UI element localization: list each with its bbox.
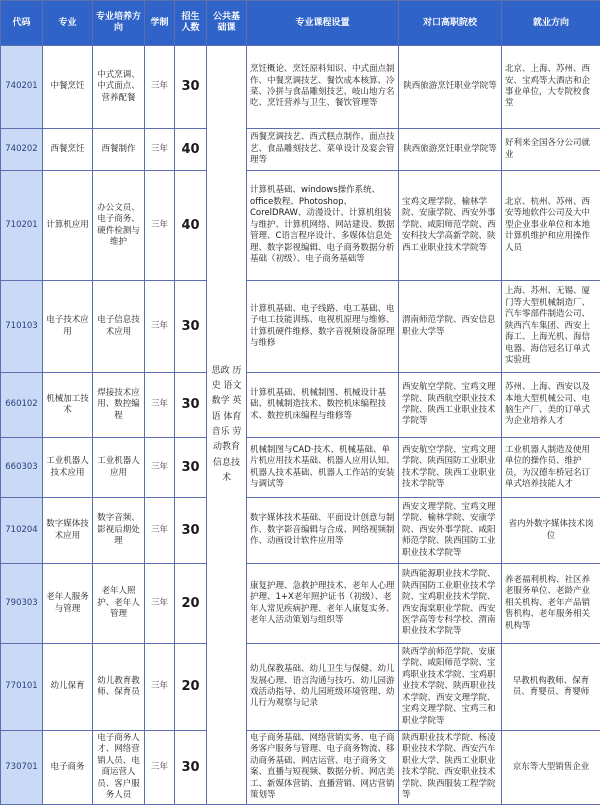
- major-direction: 电子信息技术应用: [93, 281, 145, 373]
- header-code: 代码: [1, 1, 43, 46]
- major-enroll: 30: [175, 373, 207, 438]
- table-row: [1, 46, 600, 129]
- table-header-row: [1, 1, 600, 46]
- header-public-courses: 公共基础课: [207, 1, 247, 46]
- major-direction: 办公文员、电子商务、硬件检测与维护: [93, 171, 145, 281]
- table-row: [1, 373, 600, 438]
- major-jobs: 省内外数字媒体技术岗位: [502, 498, 600, 564]
- major-courses: 计算机基础、windows操作系统、office数程、Photoshop、CorelDRAW、动漫设计、计算机组装与维护、计算机网络、网站建设、数据管理、C语言程序设计、多媒体信息处理、数字影视编辑、电子商务数据分析基础（初级）、电子商务基础等: [247, 171, 399, 281]
- major-enroll: 40: [175, 171, 207, 281]
- table-row: [1, 644, 600, 731]
- major-name: 中餐烹饪: [43, 46, 93, 129]
- major-duration: 三年: [145, 644, 175, 731]
- table-row: [1, 731, 600, 805]
- major-code: 660303: [1, 438, 43, 498]
- major-jobs: 北京、上海、苏州、西安、宝鸡等大酒店和企事业单位，大专院校食堂: [502, 46, 600, 129]
- major-name: 幼儿保育: [43, 644, 93, 731]
- major-direction: 工业机器人应用: [93, 438, 145, 498]
- major-college: 陕西能源职业技术学院、陕西国防工业职业技术学院、宝鸡职业技术学院、西安海棠职业学院、西安医学高等专科学校、渭南职业技术学院等: [399, 564, 502, 644]
- major-code: 710103: [1, 281, 43, 373]
- major-name: 老年人服务与管理: [43, 564, 93, 644]
- header-major: 专业: [43, 1, 93, 46]
- major-direction: 西餐制作: [93, 129, 145, 171]
- major-college: 陕西学前师范学院、安康学院、咸阳师范学院、宝鸡职业技术学院、宝鸡职业技术学院、陕西职业技术学院、西安文理学院、宝鸡文理学院、宝鸡三和职业学院等: [399, 644, 502, 731]
- major-enroll: 30: [175, 46, 207, 129]
- major-jobs: 工业机器人制造及使用单位的操作员、维护员，为汉德车桥冠名订单式培养技能人才: [502, 438, 600, 498]
- table-row: [1, 564, 600, 644]
- header-direction: 专业培养方向: [93, 1, 145, 46]
- major-courses: 机械制图与CAD·技术、机械基础、单片机应用技术基础、机器人应用认知、机器人技术基础、机器人工作站的安装与调试等: [247, 438, 399, 498]
- header-courses: 专业课程设置: [247, 1, 399, 46]
- major-duration: 三年: [145, 438, 175, 498]
- major-direction: 电子商务人才、网络营销人员、电商运营人员、客户服务人员: [93, 731, 145, 805]
- major-enroll: 20: [175, 644, 207, 731]
- major-college: 陕西职业技术学院、杨凌职业技术学院、西安汽车职业大学、陕西工业职业技术学院、西安职业技术学院、陕西服装工程学院等: [399, 731, 502, 805]
- major-duration: 三年: [145, 373, 175, 438]
- major-college: 渭南师范学院、西安信息职业大学等: [399, 281, 502, 373]
- major-courses: 烹饪概论、烹饪原料知识、中式面点制作、中餐烹调技艺、餐饮成本核算、冷菜、冷拼与食品雕刻技艺、岐山地方名吃、烹饪营养与卫生、餐饮管理等: [247, 46, 399, 129]
- header-jobs: 就业方向: [502, 1, 600, 46]
- major-courses: 电子商务基础、网络营销实务、电子商务客户服务与管理、电子商务物流、移动商务基础、网店运营、电子商务文案、直播与短视频、数据分析、网店美工、新媒体营销、直播营销、网店营销策划等: [247, 731, 399, 805]
- table-row: [1, 129, 600, 171]
- major-enroll: 30: [175, 731, 207, 805]
- major-jobs: 京东等大型销售企业: [502, 731, 600, 805]
- header-duration: 学制: [145, 1, 175, 46]
- major-direction: 焊接技术应用、数控编程: [93, 373, 145, 438]
- major-enroll: 20: [175, 564, 207, 644]
- major-college: 西安航空学院、宝鸡文理学院、陕西航空职业技术学院、陕西工业职业技术学院等: [399, 373, 502, 438]
- major-code: 740202: [1, 129, 43, 171]
- table-row: [1, 281, 600, 373]
- table-row: [1, 171, 600, 281]
- major-jobs: 苏州、上海、西安以及本地大型机械公司、电脑生产厂、美的订单式为企业培养人才: [502, 373, 600, 438]
- major-courses: 计算机基础、机械制图、机械设计基础、机械制造技术、数控机床编程技术、数控机床编程与维修等: [247, 373, 399, 438]
- major-direction: 中式烹调、中式面点、营养配餐: [93, 46, 145, 129]
- major-duration: 三年: [145, 498, 175, 564]
- major-duration: 三年: [145, 129, 175, 171]
- major-name: 机械加工技术: [43, 373, 93, 438]
- major-jobs: 北京、杭州、苏州、西安等地软件公司及大中型企业事业单位和本地计算机维护和应用操作人员: [502, 171, 600, 281]
- major-direction: 老年人照护、老年人管理: [93, 564, 145, 644]
- major-name: 电子技术应用: [43, 281, 93, 373]
- major-enroll: 40: [175, 129, 207, 171]
- major-duration: 三年: [145, 564, 175, 644]
- major-courses: 数字媒体技术基础、平面设计创意与制作、数字影音编辑与合成、网络视频制作、动画设计软件应用等: [247, 498, 399, 564]
- major-code: 710201: [1, 171, 43, 281]
- major-enroll: 30: [175, 281, 207, 373]
- major-name: 工业机器人技术应用: [43, 438, 93, 498]
- major-code: 740201: [1, 46, 43, 129]
- major-enroll: 30: [175, 498, 207, 564]
- major-duration: 三年: [145, 46, 175, 129]
- public-courses-cell: 思政 历史 语文 数学 英语 体育 音乐 劳动教育 信息技术: [207, 46, 247, 805]
- major-college: 宝鸡文理学院、榆林学院、安康学院、西安外事学院、咸阳师范学院、西安科技大学高新学院、陕西工业职业技术学院等: [399, 171, 502, 281]
- major-code: 660102: [1, 373, 43, 438]
- header-college: 对口高职院校: [399, 1, 502, 46]
- major-college: 西安航空学院、宝鸡文理学院、陕西国防工业职业技术学院、陕西工业职业技术学院等: [399, 438, 502, 498]
- major-code: 730701: [1, 731, 43, 805]
- major-jobs: 养老福利机构、社区养老服务单位、老龄产业相关机构、老年产品销售机构、老年服务相关机构等: [502, 564, 600, 644]
- table-row: [1, 498, 600, 564]
- major-courses: 康复护理、急救护理技术、老年人心理护理、1+X老年照护证书（初级）、老年人常见疾病护理、老年人康复实务、老年人活动策划与组织等: [247, 564, 399, 644]
- major-courses: 幼儿保教基础、幼儿卫生与保健、幼儿发展心理、语言沟通与技巧、幼儿园游戏活动指导、幼儿园班级环境管理、幼儿行为观察与记录: [247, 644, 399, 731]
- major-code: 790303: [1, 564, 43, 644]
- major-courses: 西餐烹调技艺、西式糕点制作、面点技艺、食品雕刻技艺、菜单设计及宴会管理等: [247, 129, 399, 171]
- major-jobs: 早教机构教师、保育员、育婴员、育婴师: [502, 644, 600, 731]
- major-college: 陕西旅游烹饪职业学院等: [399, 129, 502, 171]
- major-duration: 三年: [145, 731, 175, 805]
- major-enroll: 30: [175, 438, 207, 498]
- major-jobs: 好利来全国各分公司就业: [502, 129, 600, 171]
- major-name: 西餐烹饪: [43, 129, 93, 171]
- header-enroll: 招生人数: [175, 1, 207, 46]
- major-college: 陕西旅游烹饪职业学院等: [399, 46, 502, 129]
- major-direction: 数字音频、影视后期处理: [93, 498, 145, 564]
- major-code: 770101: [1, 644, 43, 731]
- major-name: 数字媒体技术应用: [43, 498, 93, 564]
- major-direction: 幼儿教育教师、保育员: [93, 644, 145, 731]
- table-row: [1, 438, 600, 498]
- major-name: 电子商务: [43, 731, 93, 805]
- major-name: 计算机应用: [43, 171, 93, 281]
- major-code: 710204: [1, 498, 43, 564]
- major-duration: 三年: [145, 171, 175, 281]
- major-courses: 计算机基础、电子线路、电工基础、电子电工技能训练、电视机原理与维修、计算机硬件维修、数字音视频设备原理与维修: [247, 281, 399, 373]
- major-college: 西安文理学院、宝鸡文理学院、榆林学院、安康学院、西安外事学院、咸阳师范学院、陕西国防工业职业技术学院等: [399, 498, 502, 564]
- major-duration: 三年: [145, 281, 175, 373]
- major-jobs: 上海、苏州、无锡、厦门等大型机械制造厂、汽车零部件制造公司、陕西汽车集团、西安上海工、上海光机、海信电器、海信冠名订单式实验班: [502, 281, 600, 373]
